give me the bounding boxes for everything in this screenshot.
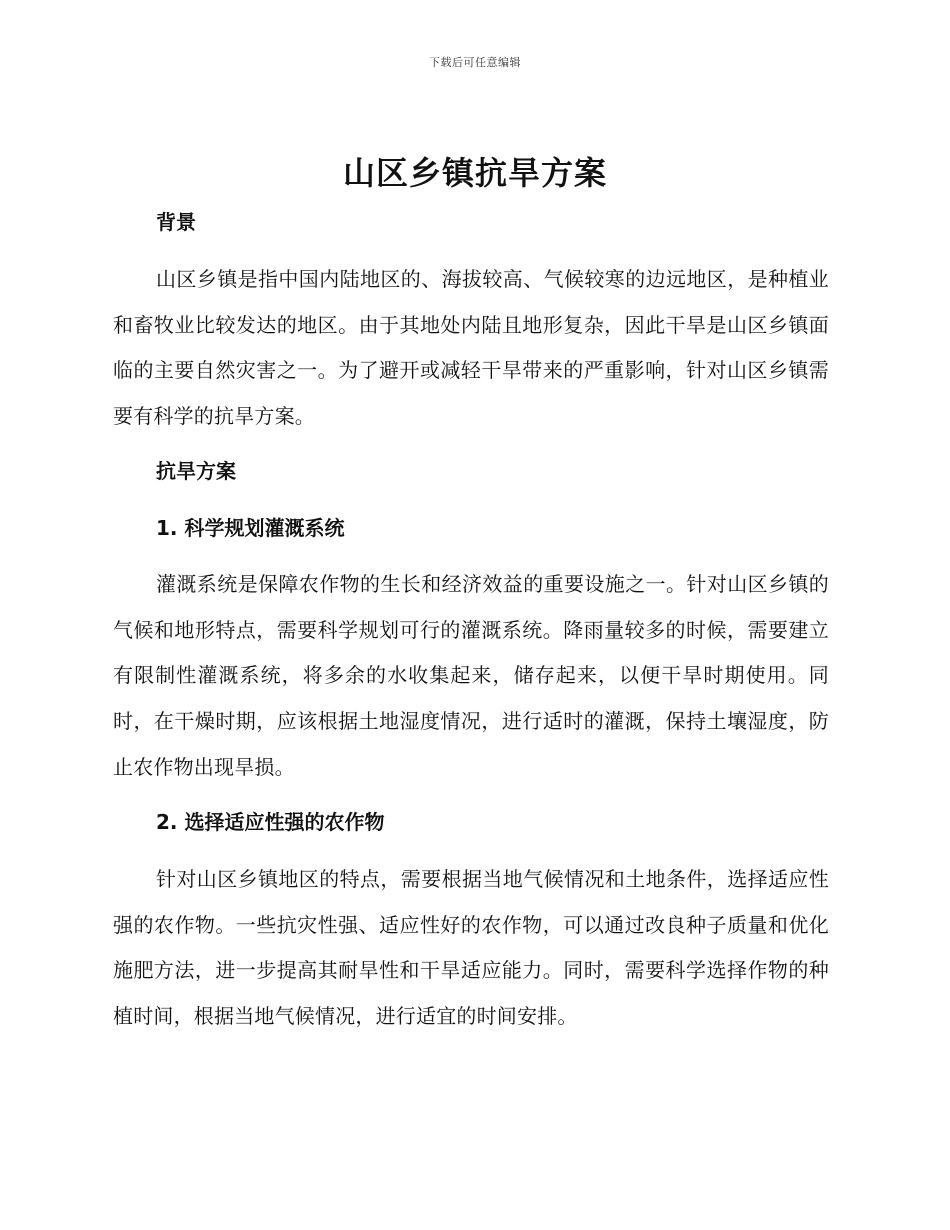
section-heading-background: 背景 [156,210,196,234]
section-heading-irrigation: 1. 科学规划灌溉系统 [156,516,345,540]
section-paragraph-background: 山区乡镇是指中国内陆地区的、海拔较高、气候较寒的边远地区，是种植业和畜牧业比较发达的地区。由于其地处内陆且地形复杂，因此干旱是山区乡镇面临的主要自然灾害之一。为了避开或减轻干旱带来的严重影响，针对山区乡镇需要有科学的抗旱方案。 [113,267,829,429]
section-paragraph-irrigation: 灌溉系统是保障农作物的生长和经济效益的重要设施之一。针对山区乡镇的气候和地形特点，需要科学规划可行的灌溉系统。降雨量较多的时候，需要建立有限制性灌溉系统，将多余的水收集起来，储存起来，以便干旱时期使用。同时，在干燥时期，应该根据土地湿度情况，进行适时的灌溉，保持土壤湿度，防止农作物出现旱损。 [113,572,829,779]
section-paragraph-crops: 针对山区乡镇地区的特点，需要根据当地气候情况和土地条件，选择适应性强的农作物。一些抗灾性强、适应性好的农作物，可以通过改良种子质量和优化施肥方法，进一步提高其耐旱性和干旱适应能力。同时，需要科学选择作物的种植时间，根据当地气候情况，进行适宜的时间安排。 [113,867,829,1029]
document-title: 山区乡镇抗旱方案 [342,154,607,192]
section-heading-crops: 2. 选择适应性强的农作物 [156,810,385,834]
header-note: 下载后可任意编辑 [429,56,521,69]
section-heading-plan: 抗旱方案 [156,459,236,483]
